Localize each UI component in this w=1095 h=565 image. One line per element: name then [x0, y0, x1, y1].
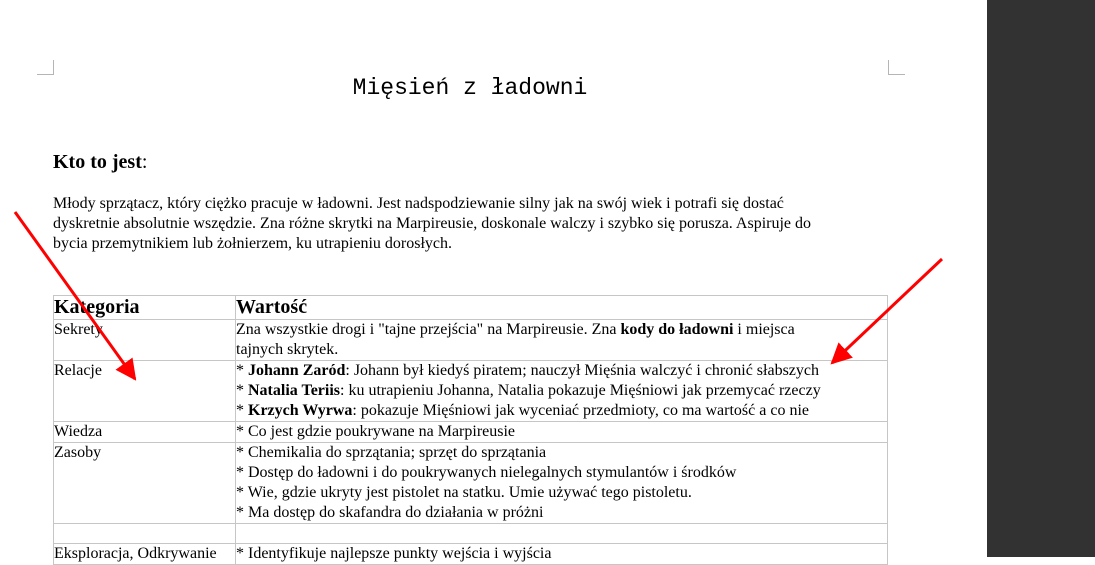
- sekrety-text: i miejsca: [733, 321, 795, 338]
- relacje-name: Johann Zaród: [248, 362, 346, 379]
- dark-sidebar-panel: [987, 0, 1095, 557]
- sekrety-text: Zna wszystkie drogi i "tajne przejścia" na Marpireusie. Zna: [236, 321, 621, 338]
- bullet: *: [236, 402, 248, 419]
- row-label-wiedza[interactable]: Wiedza: [54, 422, 236, 443]
- header-category[interactable]: Kategoria: [54, 296, 236, 320]
- zasoby-item: * Chemikalia do sprzątania; sprzęt do sprzątania: [236, 444, 547, 461]
- header-value[interactable]: Wartość: [236, 296, 888, 320]
- sekrety-bold: kody do ładowni: [620, 321, 734, 338]
- bullet: *: [236, 382, 248, 399]
- relacje-name: Krzych Wyrwa: [248, 402, 353, 419]
- intro-line: bycia przemytnikiem lub żołnierzem, ku utrapieniu dorosłych.: [53, 235, 452, 252]
- document-title[interactable]: Mięsień z ładowni: [352, 75, 588, 101]
- zasoby-item: * Ma dostęp do skafandra do działania w próżni: [236, 504, 544, 521]
- relacje-text: : Johann był kiedyś piratem; nauczył Mięśnia walczyć i chronić słabszych: [345, 362, 820, 379]
- section-heading-label: Kto to jest: [53, 151, 142, 173]
- zasoby-item: * Dostęp do ładowni i do poukrywanych nielegalnych stymulantów i środków: [236, 464, 737, 481]
- row-label-sekrety[interactable]: Sekrety: [54, 320, 236, 361]
- zasoby-item: * Wie, gdzie ukryty jest pistolet na statku. Umie używać tego pistoletu.: [236, 484, 692, 501]
- relacje-name: Natalia Teriis: [248, 382, 341, 399]
- annotation-arrow-right: [832, 259, 942, 363]
- bullet: *: [236, 362, 248, 379]
- relacje-text: : pokazuje Mięśniowi jak wyceniać przedmioty, co ma wartość a co nie: [352, 402, 809, 419]
- intro-line: dyskretnie absolutnie wszędzie. Zna różne skrytki na Marpireusie, doskonale walczy i szybko się porusza. Aspiruje do: [53, 215, 812, 232]
- row-value-eksploracja[interactable]: * Identyfikuje najlepsze punkty wejścia i wyjścia: [236, 544, 888, 565]
- intro-line: Młody sprzątacz, który ciężko pracuje w ładowni. Jest nadspodziewanie silny jak na swój wiek i potrafi się dostać: [53, 195, 784, 212]
- section-heading-suffix: :: [141, 151, 148, 173]
- sekrety-line: tajnych skrytek.: [236, 341, 339, 358]
- row-label-zasoby[interactable]: Zasoby: [54, 443, 236, 524]
- row-label-relacje[interactable]: Relacje: [54, 361, 236, 422]
- eksploracja-label: Eksploracja, Odkrywanie: [54, 545, 217, 562]
- annotation-arrow-left: [15, 212, 135, 379]
- relacje-text: : ku utrapieniu Johanna, Natalia pokazuje Mięśniowi jak przemycać rzeczy: [340, 382, 821, 399]
- row-value-wiedza[interactable]: * Co jest gdzie poukrywane na Marpireusie: [236, 422, 888, 443]
